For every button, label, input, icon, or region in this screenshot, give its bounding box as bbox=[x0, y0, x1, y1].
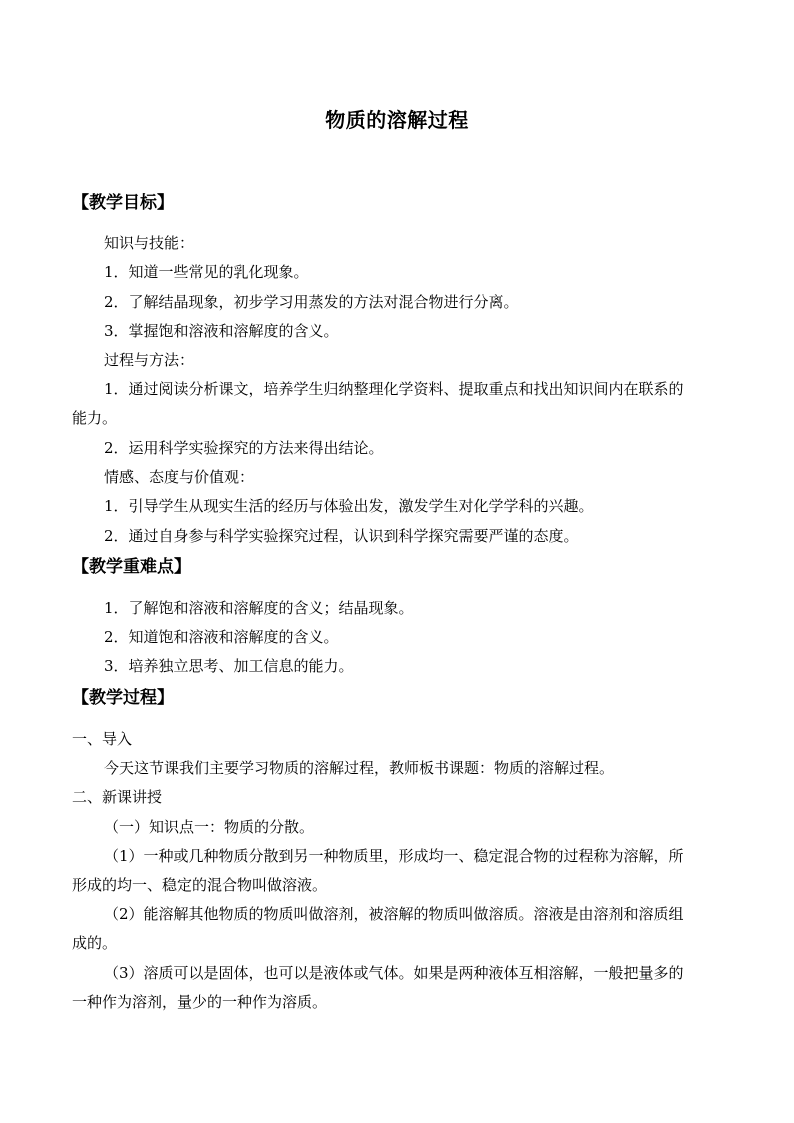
page-title: 物质的溶解过程 bbox=[325, 108, 469, 132]
section-intro-label: 一、导入 bbox=[72, 730, 133, 748]
paragraph-2b: 成的。 bbox=[72, 934, 118, 952]
knowledge-item-2: 2．了解结晶现象，初步学习用蒸发的方法对混合物进行分离。 bbox=[104, 293, 519, 311]
emotion-label: 情感、态度与价值观： bbox=[104, 468, 255, 486]
knowledge-item-1: 1．知道一些常见的乳化现象。 bbox=[104, 263, 309, 281]
process-item-2: 2．运用科学实验探究的方法来得出结论。 bbox=[104, 439, 384, 457]
heading-teaching-process: 【教学过程】 bbox=[72, 688, 174, 708]
paragraph-1b: 形成的均一、稳定的混合物叫做溶液。 bbox=[72, 876, 328, 894]
emotion-item-1: 1．引导学生从现实生活的经历与体验出发，激发学生对化学学科的兴趣。 bbox=[104, 497, 594, 515]
process-methods-label: 过程与方法： bbox=[104, 351, 195, 369]
key-point-3: 3．培养独立思考、加工信息的能力。 bbox=[104, 657, 354, 675]
paragraph-1a: （1）一种或几种物质分散到另一种物质里，形成均一、稳定混合物的过程称为溶解，所 bbox=[104, 847, 684, 865]
key-point-2: 2．知道饱和溶液和溶解度的含义。 bbox=[104, 628, 339, 646]
heading-key-points: 【教学重难点】 bbox=[72, 557, 191, 577]
process-item-1a: 1．通过阅读分析课文，培养学生归纳整理化学资料、提取重点和找出知识间内在联系的 bbox=[104, 380, 684, 398]
paragraph-2a: （2）能溶解其他物质的物质叫做溶剂，被溶解的物质叫做溶质。溶液是由溶剂和溶质组 bbox=[104, 905, 684, 923]
paragraph-3b: 一种作为溶剂，量少的一种作为溶质。 bbox=[72, 993, 328, 1011]
knowledge-point-1-label: （一）知识点一：物质的分散。 bbox=[104, 818, 315, 836]
knowledge-skills-label: 知识与技能： bbox=[104, 234, 195, 252]
section-new-lesson-label: 二、新课讲授 bbox=[72, 788, 163, 806]
paragraph-3a: （3）溶质可以是固体，也可以是液体或气体。如果是两种液体互相溶解，一般把量多的 bbox=[104, 964, 684, 982]
emotion-item-2: 2．通过自身参与科学实验探究过程，认识到科学探究需要严谨的态度。 bbox=[104, 527, 579, 545]
intro-text: 今天这节课我们主要学习物质的溶解过程，教师板书课题：物质的溶解过程。 bbox=[104, 759, 615, 777]
heading-teaching-goals: 【教学目标】 bbox=[72, 193, 174, 213]
knowledge-item-3: 3．掌握饱和溶液和溶解度的含义。 bbox=[104, 322, 339, 340]
key-point-1: 1．了解饱和溶液和溶解度的含义；结晶现象。 bbox=[104, 599, 414, 617]
process-item-1b: 能力。 bbox=[72, 409, 118, 427]
